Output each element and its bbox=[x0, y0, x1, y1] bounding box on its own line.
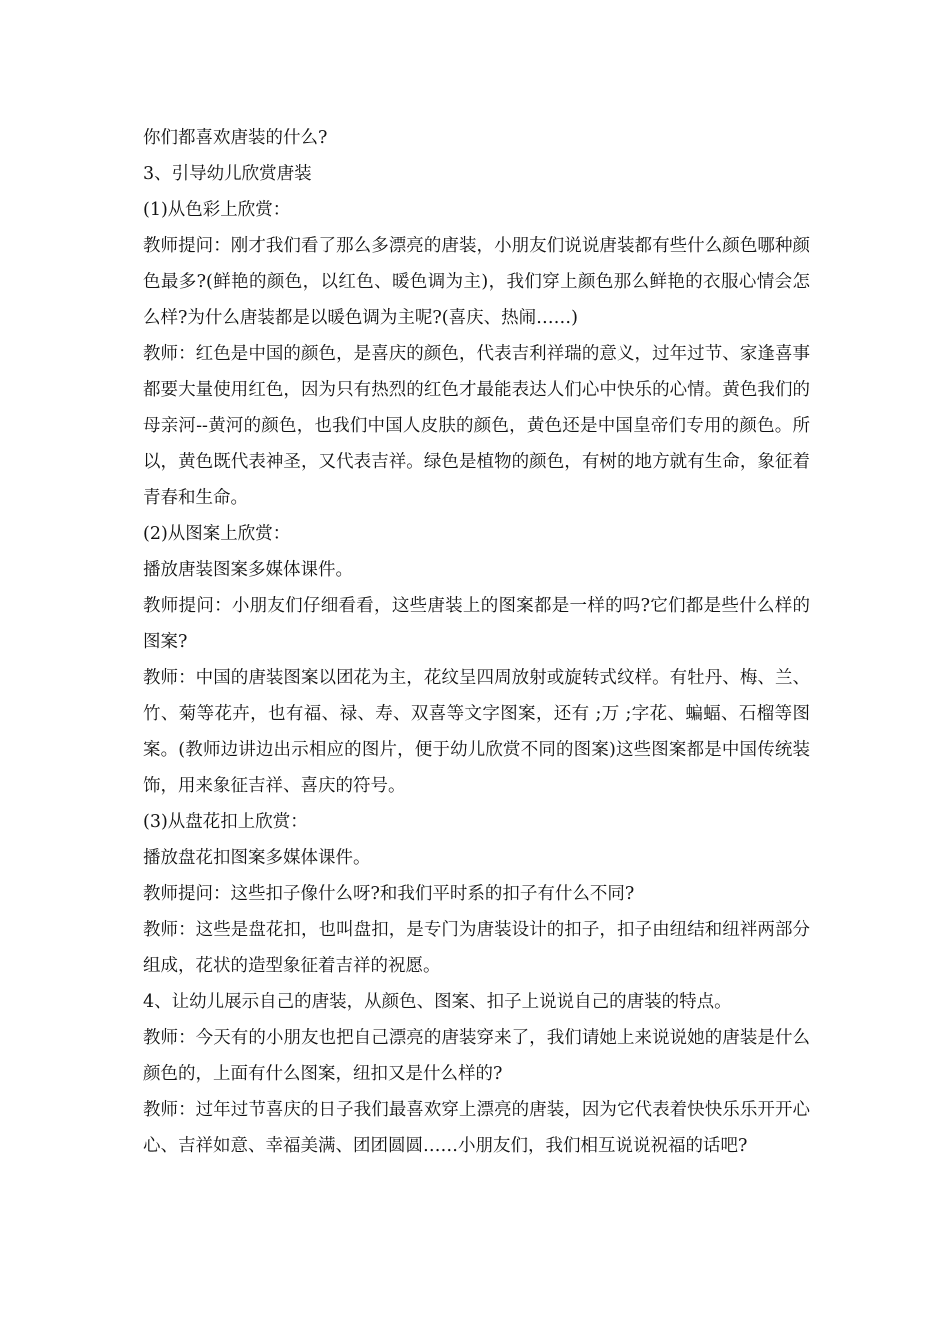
paragraph-play-button: 播放盘花扣图案多媒体课件。 bbox=[143, 848, 371, 868]
paragraph-teacher-color: 教师：红色是中国的颜色，是喜庆的颜色，代表吉利祥瑞的意义，过年过节、家逢喜事都要大量使用红色，因为只有热烈的红色才最能表达人们心中快乐的心情。黄色我们的母亲河--黄河的颜色，也我们中国人皮肤的颜色，黄色还是中国皇帝们专用的颜色。所以，黄色既代表神圣，又代表吉祥。绿色是植物的颜色，有树的地方就有生命，象征着青春和生命。 bbox=[143, 344, 810, 508]
paragraph-teacher-pattern: 教师：中国的唐装图案以团花为主，花纹呈四周放射或旋转式纹样。有牡丹、梅、兰、竹、菊等花卉，也有福、禄、寿、双喜等文字图案，还有 ;万 ;字花、蝙蝠、石榴等图案。(教师边讲边出示相应的图片，便于幼儿欣赏不同的图案)这些图案都是中国传统装饰，用来象征吉祥、喜庆的符号。 bbox=[143, 668, 810, 796]
paragraph-teacher-show: 教师：今天有的小朋友也把自己漂亮的唐装穿来了，我们请她上来说说她的唐装是什么颜色的，上面有什么图案，纽扣又是什么样的? bbox=[143, 1028, 810, 1084]
paragraph-teacher-question-button: 教师提问：这些扣子像什么呀?和我们平时系的扣子有什么不同? bbox=[143, 884, 635, 904]
subheading-button: (3)从盘花扣上欣赏： bbox=[143, 812, 308, 832]
subheading-color: (1)从色彩上欣赏： bbox=[143, 200, 291, 220]
section-heading-4: 4、让幼儿展示自己的唐装，从颜色、图案、扣子上说说自己的唐装的特点。 bbox=[143, 992, 732, 1012]
paragraph-teacher-button: 教师：这些是盘花扣，也叫盘扣，是专门为唐装设计的扣子，扣子由纽结和纽袢两部分组成，花状的造型象征着吉祥的祝愿。 bbox=[143, 920, 810, 976]
section-heading-3: 3、引导幼儿欣赏唐装 bbox=[143, 164, 312, 184]
document-body bbox=[143, 120, 810, 1164]
paragraph-teacher-question-color: 教师提问：刚才我们看了那么多漂亮的唐装，小朋友们说说唐装都有些什么颜色哪种颜色最多?(鲜艳的颜色，以红色、暖色调为主)，我们穿上颜色那么鲜艳的衣服心情会怎么样?为什么唐装都是以暖色调为主呢?(喜庆、热闹……) bbox=[143, 236, 810, 328]
paragraph-play-pattern: 播放唐装图案多媒体课件。 bbox=[143, 560, 353, 580]
subheading-pattern: (2)从图案上欣赏： bbox=[143, 524, 291, 544]
paragraph-question-intro: 你们都喜欢唐装的什么? bbox=[143, 128, 328, 148]
paragraph-teacher-question-pattern: 教师提问：小朋友们仔细看看，这些唐装上的图案都是一样的吗?它们都是些什么样的图案? bbox=[143, 596, 810, 652]
paragraph-teacher-blessing: 教师：过年过节喜庆的日子我们最喜欢穿上漂亮的唐装，因为它代表着快快乐乐开开心心、吉祥如意、幸福美满、团团圆圆……小朋友们，我们相互说说祝福的话吧? bbox=[143, 1100, 810, 1156]
